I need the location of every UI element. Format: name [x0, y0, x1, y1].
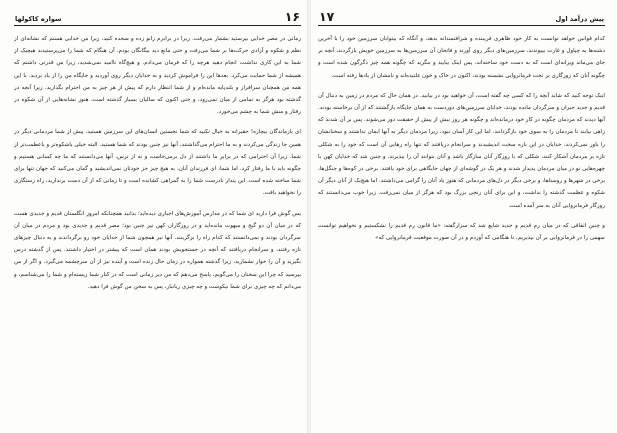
- left-page-body: [14, 33, 301, 293]
- right-paragraph-3: و چنین اتفاقی که در میان رم قدیم و جدید شایع شد که سزارگفته: «ما قانون رم قدیم را نشکستیم و نخواهیم توانست سهمی را در فرمانروایی بر آن بپذیریم، تا هنگامی که آوردم و در آن صورت موقعیت فرمانروایی که»: [318, 222, 605, 242]
- right-paragraph-1: کدام قوانین خواهد توانست به کار خود ظاهری فریبنده و شرافتمندانه بدهد، و آنگاه که بیتوابان سرزمین خود را با آخرین دشنه‌ها به چپاول و غارت بپیوندند، سرزمین‌های دیگر روی آورند و فاتحان آن سرزمین‌ها به سرزمین خویش بازگردند، آنچه بر جای می‌ماند ویرانه‌ای است که به دست خود ساخته‌اند. پس اینک بیایید و بنگرید که چگونه همه چیز دگرگون شده است و چگونه آنان که روزگاری بر تخت فرمانروایی نشسته بودند، اکنون در خاک و خون غلتیده‌اند و نامشان از یادها رفته است.: [318, 36, 605, 79]
- right-paragraph-2: اینک توجه کنید که شاید آنچه را که کسی چه گفته است، آن خواهید بود در بیابید. در همان حال که مردم در زمین به دنبال آن قدیم و جدید حیران و سرگردان مانده بودند، خدایان سرزمین‌های دوردست به همان جایگاه بازگشتند که از آن برخاسته بودند. آنها دیدند که مردمان چگونه در کار خود درمانده‌اند و چگونه هر روز بیش از پیش از حقیقت دور می‌شوند. پس بر آن شدند که راهی بیابند تا مردمان را به سوی خود بازگردانند. اما این کار آسان نبود، زیرا مردمان دیگر به آنها ایمان نداشتند و سخنانشان را باور نمی‌کردند. خدایان در این باره سخت اندیشیدند و سرانجام دریافتند که تنها راه رهایی آن است که خود را به شکلی تازه بر مردمان آشکار کنند، شکلی که با روزگار آنان سازگار باشد و آنان بتوانند آن را بپذیرند. و چنین شد که خدایان کهن با چهره‌هایی نو در میان مردمان پدیدار شدند و هر یک در گوشه‌ای از جهان جایگاهی برای خود یافتند. برخی در کوه‌ها و جنگل‌ها، برخی در شهرها و روستاها، و برخی دیگر در دل‌های مردمانی که هنوز یاد آنان را گرامی می‌داشتند. اما هیچ‌یک از آنان دیگر آن شکوه و عظمت گذشته را نداشت، و این برای آنان رنجی بزرگ بود که هرگز از میان نمی‌رفت. زیرا خوب می‌دانستند که روزگار فرمانروایی آنان به سر آمده است.: [318, 92, 605, 209]
- book-gutter: [307, 0, 311, 433]
- left-paragraph-3: پس گوش فرا دارید ای شما که در مدارس آموزش‌های اجباری دیده‌اید؛ بدانید همچنانکه امروز انگلستان قدیم و جدیدی هست که در میان آن دو گیج و مبهوت مانده‌اید و در روزگاران کهن نیز چنین بود؛ مصر قدیم و جدیدی بود و مردم در میان آن سرگردان بودند و نمی‌دانستند که کدام راه را برگزینند. آنها نیز همچون شما از خدایان خود رو برگرداندند و به دنبال چیزهای تازه رفتند، و سرانجام دریافتند که آنچه در جستجویش بودند همان است که پیشتر در اختیار داشتند. پس از گذشته درس بگیرید و آن را خوار نشمارید، زیرا گذشته همواره در زمان حال زنده است و آینده نیز از آن سرچشمه می‌گیرد. و اگر از من بپرسید که چرا این سخنان را می‌گویم، پاسخ می‌دهم که من دیر زمانی است که در کنار شما زیسته‌ام و شما را می‌شناسم، و می‌دانم که چه چیزی برای شما نیکوست و چه چیزی زیانبار، پس به سخن من گوش فرا دهید.: [14, 210, 301, 290]
- left-running-title: سواره کاکولها: [15, 15, 62, 23]
- right-page-header: [318, 8, 605, 26]
- right-page-number: ۱۷: [319, 9, 335, 24]
- left-paragraph-2: ای بازماندگان بیچاره! حقیرانه به خیال نکنید که شما نخستین انسان‌های این سرزمین هستید. پیش از شما مردمانی دیگر در همین جا زندگی می‌کردند و به ما احترام می‌گذاشتند، آنها نیز چنین بودند که شما هستید. البته خیلی باشکوه‌تر و باعظمت‌تر از شما. زیرا آن احترامی که در برابر ما داشتند از دل برمی‌خاست و نه از ترس. آنها می‌دانستند که ما چه کسانی هستیم و چگونه باید با ما رفتار کرد. اما شما، ای فرزندان آنان، به هیچ چیز جز خودتان نمی‌اندیشید و گمان می‌کنید که جهان تنها برای شما ساخته شده است. این پندار نادرست شما را به گمراهی کشانده است و تا زمانی که از آن دست برندارید، راه رستگاری را نخواهید یافت.: [14, 129, 301, 197]
- left-page-number: ۱۶: [284, 9, 300, 24]
- left-page-header: [14, 8, 301, 26]
- left-page: [14, 8, 301, 427]
- right-page-body: [318, 33, 605, 244]
- left-paragraph-1: زمانی در مصر خدایی بپرستید بشمار می‌رفت. زیرا در برابرم زانو زده و سجده کنید، زیرا من خدایی هستم که نشانه‌ای از نظم و شکوه و آزادی حرکت‌ها بر شما می‌رفت و حتی مانع دید بیگانگان بودم. آن هنگام که شما را می‌پرستیدند هیچیک از شما به این کاری نداشت، انجام دهید هرچه را که فرمان می‌دادم. و هیچ‌گاه ناامید نمی‌شدید، زیرا من قدرتی داشتم که همیشه از شما حمایت می‌کرد. بعدها این را فراموش کردید و به خدایان دیگر روی آوردید و جایگاه من را از یاد بردید. با این همه من همچنان سرافراز و بلندپایه مانده‌ام و از شما انتظار دارم که پیش از هر چیز به من احترام بگذارید. زیرا آنچه در گذشته بود هرگز به تمامی از میان نمی‌رود، و حتی اکنون که سالیان بسیار گذشته است، هنوز نشانه‌هایی از آن شکوه در رفتار و منش شما به چشم می‌خورد.: [14, 36, 301, 116]
- right-running-title: پیش درآمد اول: [555, 15, 604, 23]
- right-page: [318, 8, 605, 427]
